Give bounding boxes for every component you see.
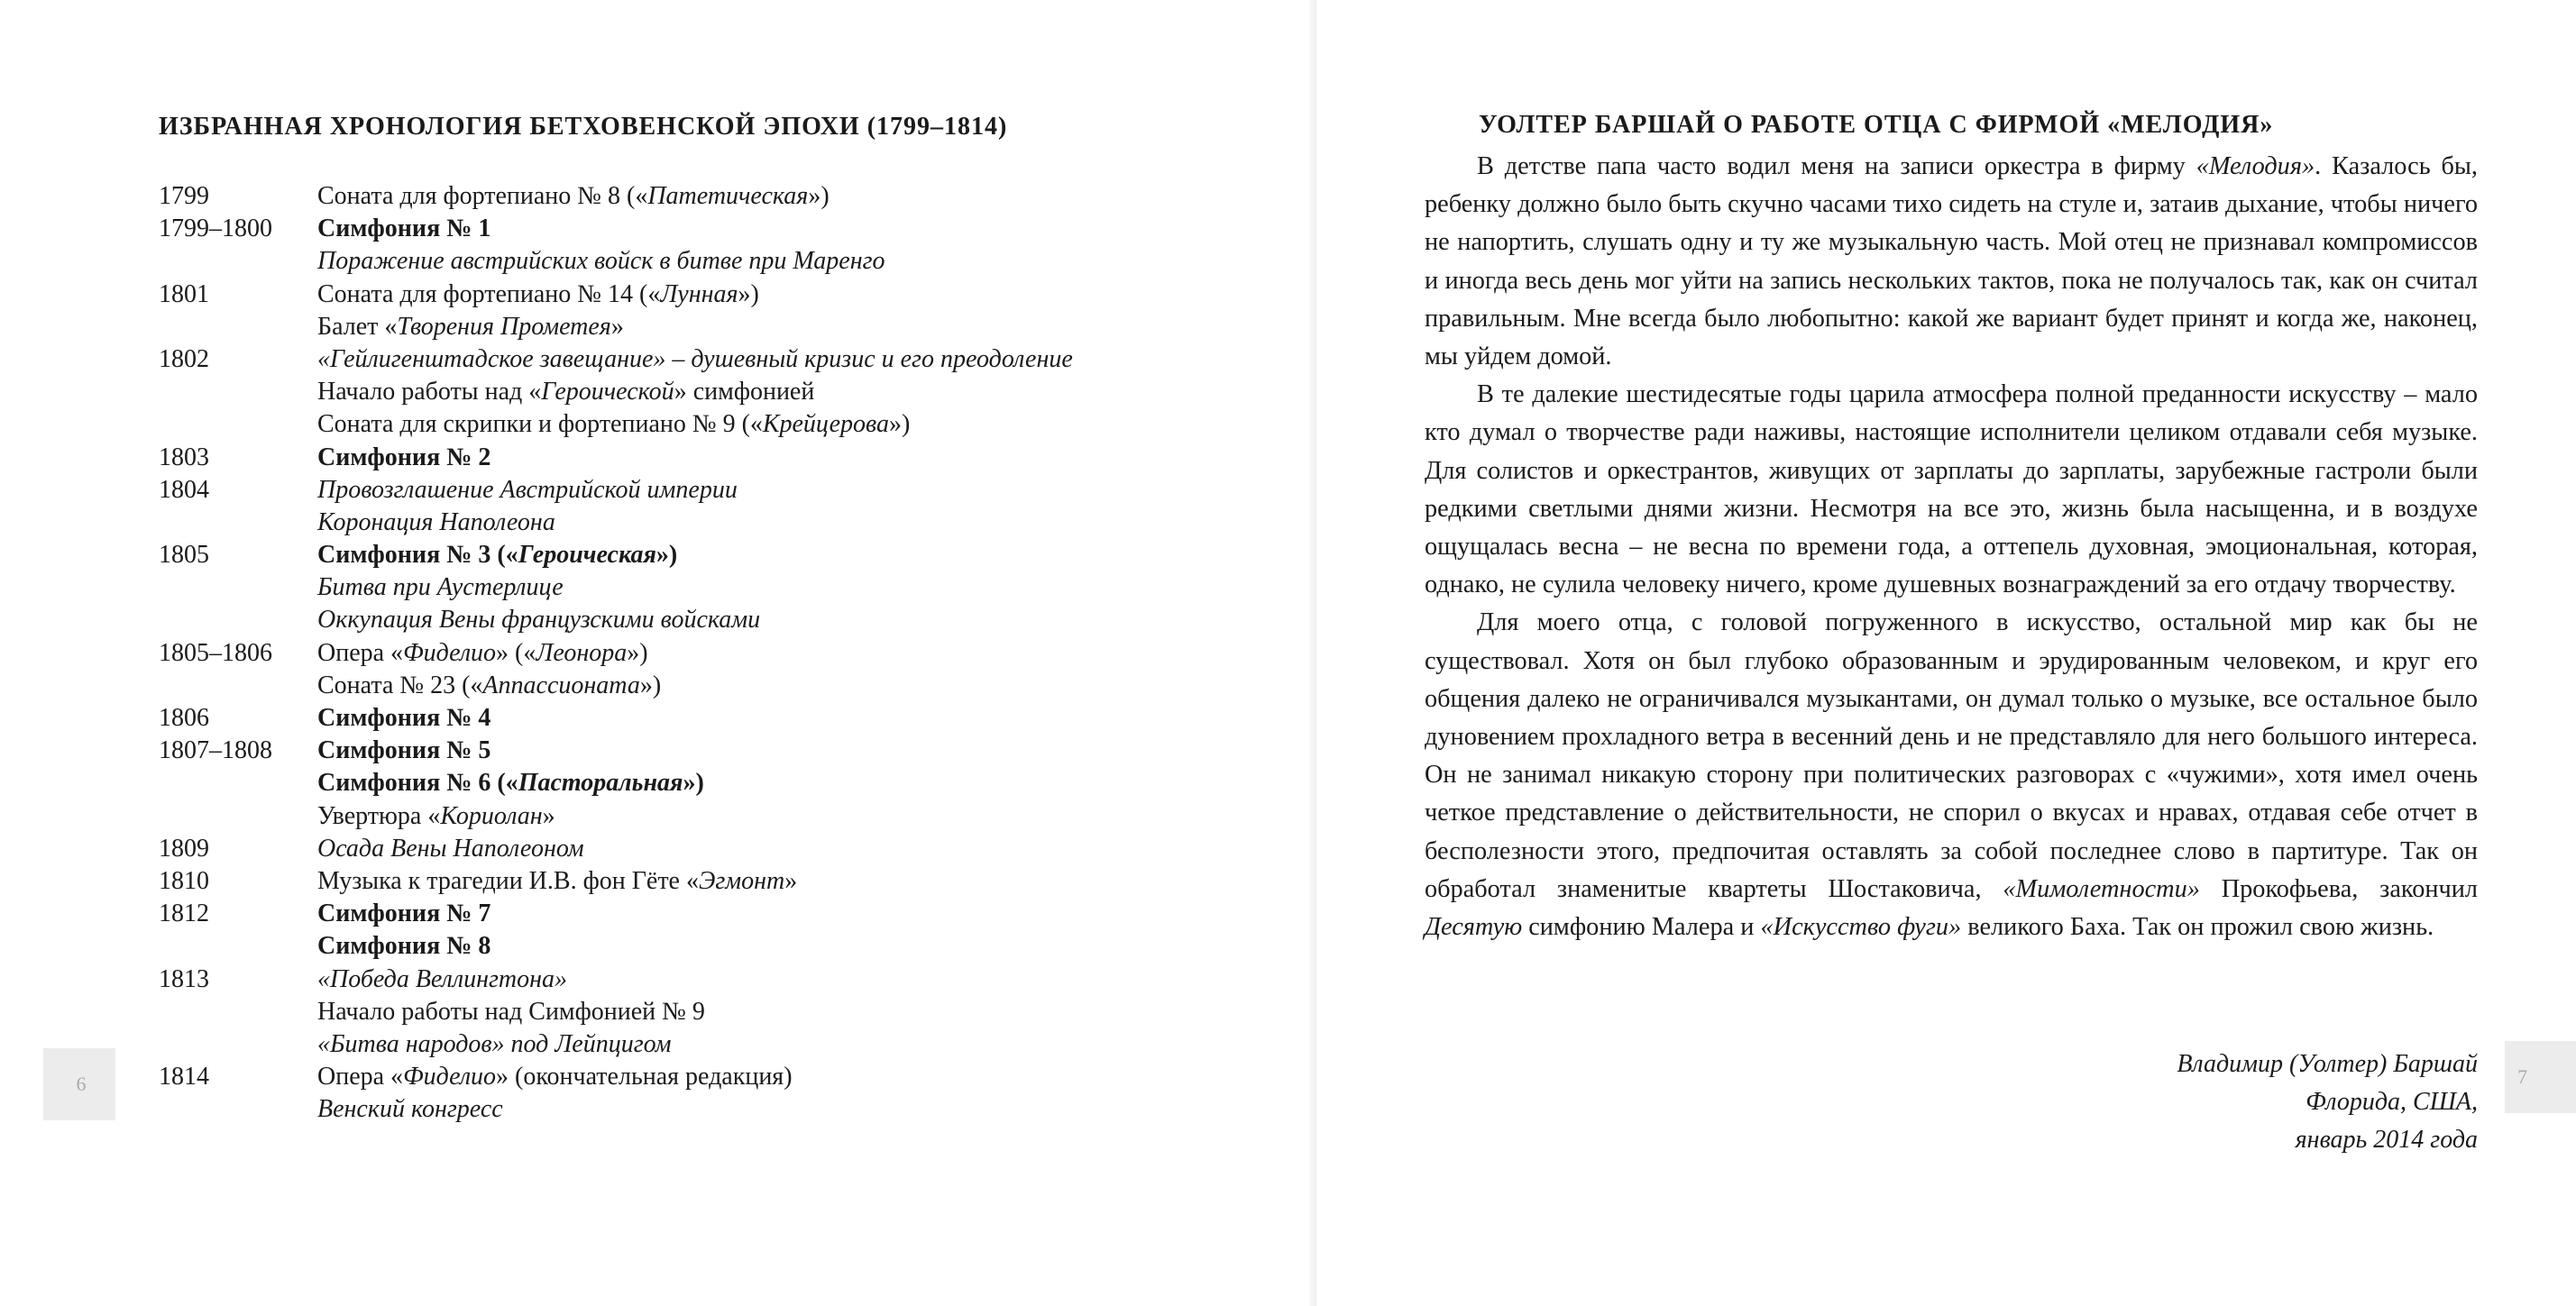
timeline-row [159,376,1277,408]
text-run: Симфония № 8 [317,932,491,961]
text-run: ») [627,638,648,667]
timeline-row [159,898,1277,930]
text-run: В детстве папа часто водил меня на записи оркестра в фирму [1477,152,2196,180]
italic-text: Венский конгресс [317,1095,503,1124]
text-run: Симфония № 6 (« [317,769,518,798]
text-run: ») [683,769,704,798]
timeline-year [159,311,317,343]
timeline-row [159,343,1277,376]
text-run: » [784,866,798,895]
timeline-year: 1804 [159,475,209,504]
timeline-row [159,964,1277,996]
italic-text: Оккупация Вены французскими войсками [317,606,761,635]
timeline-year: 1806 [159,704,209,732]
timeline-year: 1805 [159,541,209,570]
timeline-row [159,311,1277,343]
timeline-row [159,930,1277,963]
timeline-event [317,180,1277,213]
italic-text: «Мимолетности» [2003,874,2200,903]
text-run: ») [639,671,662,699]
text-run: Соната для фортепиано № 8 (« [317,182,648,210]
signature-date: январь 2014 года [2295,1126,2478,1154]
timeline-event [317,571,1277,604]
signature-place: Флорида, США, [2306,1088,2478,1116]
text-run: В те далекие шестидесятые годы царила атмосфера полной преданности искусству – мало кто думал о творчестве ради наживы, настоящие исполнители целиком отдавали себя музыке. Для солистов и оркестрантов, живущих от зарплаты до зарплаты, зарубежные гастроли были редкими светлыми днями жизни. Несмотря на все это, жизнь была насыщенна, и в воздухе ощущалась весна – не весна по времени года, а оттепель духовная, эмоциональная, которая, однако, не сулила человеку ничего, кроме душевных вознаграждений за его отдачу творчеству. [1425,380,2478,599]
signature-name: Владимир (Уолтер) Баршай [2177,1050,2478,1078]
timeline-event [317,279,1277,311]
timeline-event [317,1093,1277,1126]
timeline-year: 1799–1800 [159,215,272,243]
article-paragraph [1425,604,2478,946]
italic-text: Поражение австрийских войск в битве при Маренго [317,247,885,276]
italic-text: «Искусство фуги» [1760,913,1962,942]
timeline-event [317,1028,1277,1061]
timeline-year [159,571,317,604]
timeline-year: 1812 [159,900,209,928]
timeline-row [159,245,1277,278]
timeline-row [159,833,1277,865]
timeline-year: 1807–1808 [159,736,272,765]
page-number-left: 6 [43,1048,115,1120]
text-run: Опера « [317,638,404,667]
article-paragraph [1425,148,2478,376]
timeline-event [317,800,1277,833]
italic-text: Леонора [536,638,628,667]
text-run: » (окончательная редакция) [496,1063,793,1091]
article-body [1425,148,2478,946]
timeline-row [159,408,1277,441]
timeline-event [317,507,1277,539]
timeline-year: 1805–1806 [159,638,272,667]
timeline-year: 1813 [159,964,209,993]
timeline-year [159,767,317,799]
timeline-row [159,735,1277,767]
timeline-event [317,604,1277,636]
text-run: Симфония № 1 [317,215,491,243]
timeline-year: 1803 [159,443,209,471]
text-run: Соната для фортепиано № 14 (« [317,279,661,308]
text-run: Симфония № 5 [317,736,491,765]
timeline-row [159,800,1277,833]
timeline-event [317,1061,1277,1093]
timeline-event [317,637,1277,670]
italic-text: Пасторальная [518,769,683,798]
timeline-row [159,637,1277,670]
text-run: » (« [496,638,536,667]
timeline-year: 1802 [159,344,209,373]
italic-text: «Мелодия» [2196,152,2315,180]
timeline-event [317,408,1277,441]
italic-text: Провозглашение Австрийской империи [317,475,738,504]
timeline-year [159,670,317,702]
timeline-event [317,343,1277,376]
timeline-row [159,442,1277,474]
text-run: Начало работы над Симфонией № 9 [317,997,705,1026]
timeline-event [317,539,1277,571]
text-run: Симфония № 4 [317,704,491,732]
timeline-row [159,767,1277,799]
text-run: Соната для скрипки и фортепиано № 9 (« [317,410,763,439]
timeline-row [159,604,1277,636]
chronology-heading: ИЗБРАННАЯ ХРОНОЛОГИЯ БЕТХОВЕНСКОЙ ЭПОХИ (1799–1814) [159,113,1008,141]
text-run: Для моего отца, с головой погруженного в искусство, остальной мир как бы не существовал. Хотя он был глубоко образованным и эрудированным человеком, и круг его общения далеко не ограничивался музыкантами, он думал только о музыке, все остальное было дуновением прохладного ветра в весенний день и не представляло для него большого интереса. Он не занимал никакую сторону при политических разговорах с «чужими», хотя имел очень четкое представление о действительности, не спорил о вкусах и нравах, отдавая себе отчет в бесполезности этого, предпочитая оставлять за собой последнее слово в партитуре. Так он обработал знаменитые квартеты Шостаковича, [1425,608,2478,903]
italic-text: Героическая [518,541,656,570]
text-run: Увертюра « [317,801,441,830]
timeline-year: 1809 [159,834,209,863]
timeline-year [159,604,317,636]
timeline-event [317,898,1277,930]
text-run: ») [738,279,759,308]
timeline-year [159,376,317,408]
timeline-row [159,279,1277,311]
timeline-row [159,670,1277,702]
text-run: Музыка к трагедии И.В. фон Гёте « [317,866,699,895]
timeline-row [159,180,1277,213]
text-run: ») [808,182,830,210]
italic-text: Коронация Наполеона [317,507,555,536]
timeline-year [159,245,317,278]
italic-text: «Битва народов» под Лейпцигом [317,1029,672,1058]
text-run: Симфония № 2 [317,443,491,471]
italic-text: Крейцерова [762,410,890,439]
timeline-year [159,800,317,833]
signature-block [2177,1046,2478,1159]
timeline-row [159,571,1277,604]
text-run: Прокофьева, закончил [2199,874,2478,903]
timeline-year [159,1093,317,1126]
timeline-event [317,442,1277,474]
italic-text: Аппассионата [482,671,640,699]
page-number-right: 7 [2505,1041,2576,1113]
text-run: Симфония № 3 (« [317,541,518,570]
timeline-row [159,1028,1277,1061]
timeline-event [317,964,1277,996]
text-run: ») [655,541,678,570]
timeline-row [159,507,1277,539]
text-run: Соната № 23 (« [317,671,483,699]
text-run: симфонию Малера и [1522,913,1761,942]
timeline-event [317,213,1277,245]
italic-text: Десятую [1425,913,1523,942]
timeline-event [317,735,1277,767]
timeline-event [317,311,1277,343]
article-paragraph [1425,376,2478,604]
timeline-event [317,670,1277,702]
italic-text: Битва при Аустерлице [317,573,564,602]
timeline-row [159,213,1277,245]
timeline-row [159,1093,1277,1126]
timeline-row [159,539,1277,571]
text-run: Симфония № 7 [317,900,491,928]
text-run: Опера « [317,1063,404,1091]
timeline-event [317,474,1277,507]
italic-text: «Гейлигенштадское завещание» – душевный кризис и его преодоление [317,344,1073,373]
timeline-year [159,996,317,1028]
timeline-row [159,474,1277,507]
italic-text: Героической [541,378,674,406]
timeline-year [159,507,317,539]
timeline-row [159,1061,1277,1093]
italic-text: Лунная [660,279,738,308]
timeline-row [159,702,1277,735]
timeline-event [317,245,1277,278]
timeline-event [317,767,1277,799]
italic-text: Фиделио [403,638,497,667]
timeline-year [159,408,317,441]
timeline-year: 1799 [159,182,209,210]
timeline-event [317,996,1277,1028]
timeline-event [317,376,1277,408]
italic-text: Патетическая [647,182,809,210]
italic-text: Творения Прометея [397,312,611,341]
italic-text: Фиделио [403,1063,497,1091]
timeline-event [317,702,1277,735]
italic-text: Кориолан [440,801,543,830]
text-run: великого Баха. Так он прожил свою жизнь. [1961,913,2434,942]
text-run: » [542,801,555,830]
article-heading: УОЛТЕР БАРШАЙ О РАБОТЕ ОТЦА С ФИРМОЙ «МЕЛОДИЯ» [1479,111,2274,139]
timeline-year: 1810 [159,866,209,895]
text-run: ») [889,410,911,439]
text-run: . Казалось бы, ребенку должно было быть скучно часами тихо сидеть на стуле и, затаив дыхание, чтобы ничего не напортить, слушать одну и ту же музыкальную часть. Мой отец не признавал компромиссов и иногда весь день мог уйти на запись нескольких тактов, пока не получалось так, как он считал правильным. Мне всегда было любопытно: какой же вариант будет принят и когда же, наконец, мы уйдем домой. [1425,152,2478,371]
timeline-row [159,996,1277,1028]
timeline-year [159,930,317,963]
text-run: Начало работы над « [317,378,542,406]
timeline-row [159,865,1277,898]
timeline-year [159,1028,317,1061]
text-run: » симфонией [674,378,815,406]
timeline-event [317,930,1277,963]
timeline-year: 1814 [159,1063,209,1091]
text-run: » [610,312,624,341]
italic-text: Осада Вены Наполеоном [317,834,584,863]
timeline-year: 1801 [159,279,209,308]
timeline-event [317,833,1277,865]
text-run: Балет « [317,312,398,341]
timeline-event [317,865,1277,898]
italic-text: «Победа Веллингтона» [317,964,568,993]
chronology-timeline [159,180,1277,1126]
italic-text: Эгмонт [698,866,785,895]
